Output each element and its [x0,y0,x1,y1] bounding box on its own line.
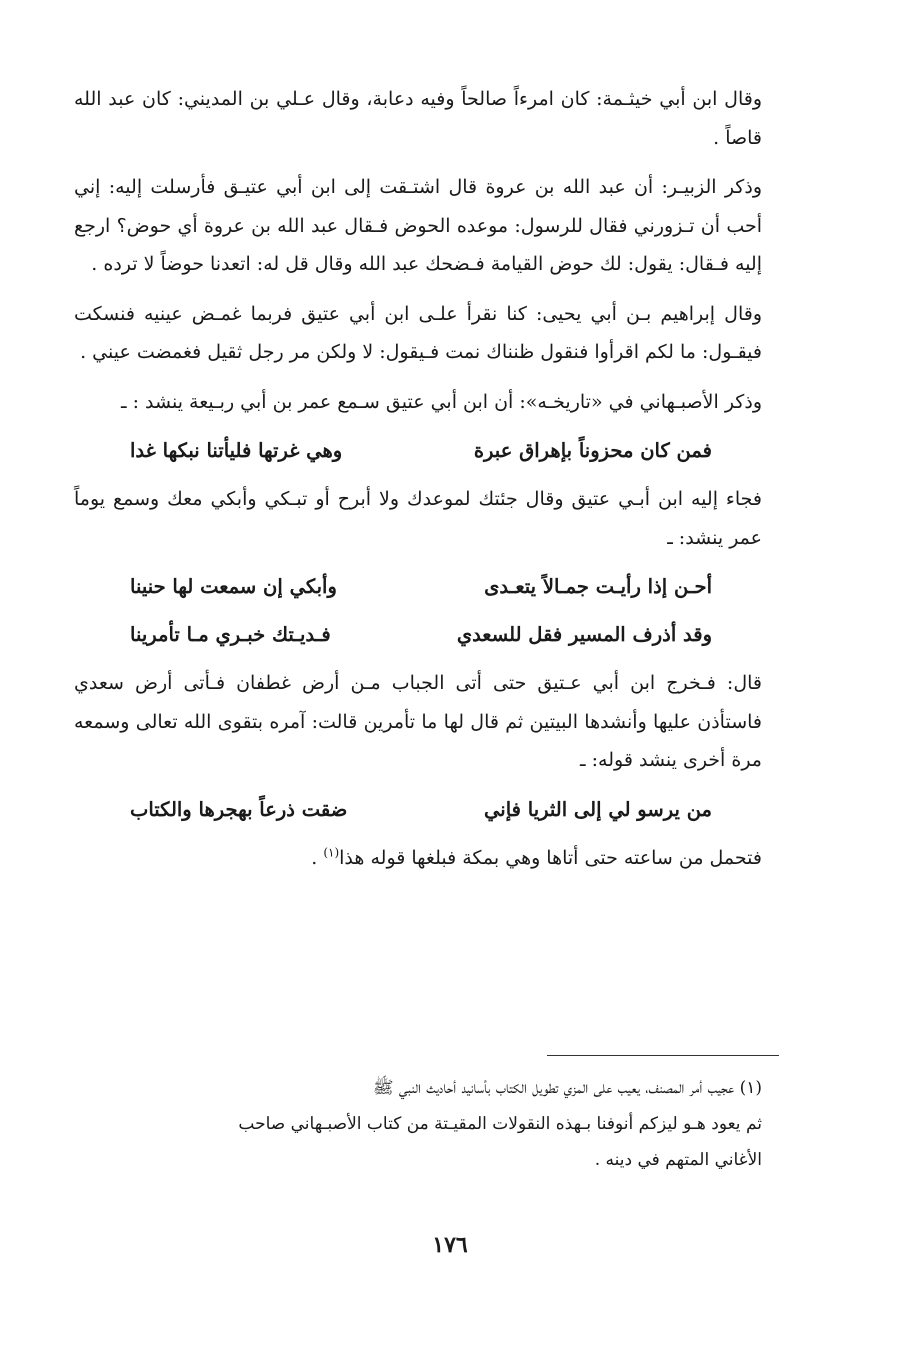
verse-first-hemistich: فمن كان محزوناً بإهراق عبرة [473,439,712,462]
verse-first-hemistich: وقد أذرف المسير فقل للسعدي [456,623,712,646]
footnote-line: (١) عجيب أمر المصنف، يعيب على المزي تطويل الكتاب بأسانيد أحاديث النبي ﷺ [372,1078,762,1098]
paragraph-end: . [311,846,324,869]
footnote [120,1070,762,1178]
verse-line [74,616,762,654]
verse-second-hemistich: وهي غرتها فليأتنا نبكها غدا [130,439,343,462]
verse-line [74,791,762,829]
paragraph-text: فتحمل من ساعته حتى أتاها وهي بمكة فبلغها قوله هذا [339,846,762,869]
paragraph: وذكر الأصبـهاني في «تاريخـه»: أن ابن أبي عتيق سـمع عمر بن أبي ربـيعة ينشد : ـ [121,390,762,413]
footnote-line: ثم يعود هـو ليزكم أنوفنا بـهذه النقولات المقيـتة من كتاب الأصبـهاني صاحب [238,1114,762,1134]
verse-second-hemistich: ضقت ذرعاً بهجرها والكتاب [130,797,348,821]
page-number: ١٧٦ [432,1232,468,1258]
paragraph: قال: فـخرج ابن أبي عـتيق حتى أتى الجباب مـن أرض غطفان فـأتى أرض سعدي فاستأذن عليها وأنشدها البيتين ثم قال لها ما تأمرين قالت: آمره بتقوى الله تعالى وسمعه مرة أخرى ينشد قوله: ـ [74,672,762,771]
footnote-separator [547,1055,779,1056]
footnote-reference: (١) [323,845,340,860]
verse-line [74,432,762,470]
footnote-line: الأغاني المتهم في دينه . [594,1150,762,1170]
verse-line [74,568,762,606]
paragraph: وذكر الزبيـر: أن عبد الله بن عروة قال اشتـقت إلى ابن أبي عتيـق فأرسلت إليه: إني أحب أن تـزورني فقال للرسول: موعده الحوض فـقال عبد الله بن عروة أي حوض؟ ارجع إليه فـقال: يقول: لك حوض القيامة فـضحك عبد الله وقال قل له: اتعدنا حوضاً لا ترده . [74,176,762,275]
paragraph: وقال ابن أبي خيثـمة: كان امرءاً صالحاً وفيه دعابة، وقال عـلي بن المديني: كان عبد الله قاصاً . [74,88,762,149]
verse-first-hemistich: من يرسو لي إلى الثريا فإني [484,797,712,821]
verse-second-hemistich: وأبكي إن سمعت لها حنينا [130,575,337,598]
paragraph: فجاء إليه ابن أبـي عتيق وقال جئتك لموعدك ولا أبرح أو تبـكي وأبكي معك وسمع يوماً عمر ينشد: ـ [74,488,762,549]
main-text [74,80,762,887]
verse-second-hemistich: فـديـتك خبـري مـا تأمرينا [130,623,331,646]
paragraph: وقال إبراهيم بـن أبي يحيى: كنا نقرأ علـى ابن أبي عتيق فربما غمـض عينيه فنسكت فيقـول: ما لكم اقرأوا فنقول ظنناك نمت فـيقول: لا ولكن مر رجل ثقيل فغمضت عيني . [74,302,762,363]
verse-first-hemistich: أحـن إذا رأيـت جمـالاً يتعـدى [484,575,712,598]
paragraph [74,839,762,878]
